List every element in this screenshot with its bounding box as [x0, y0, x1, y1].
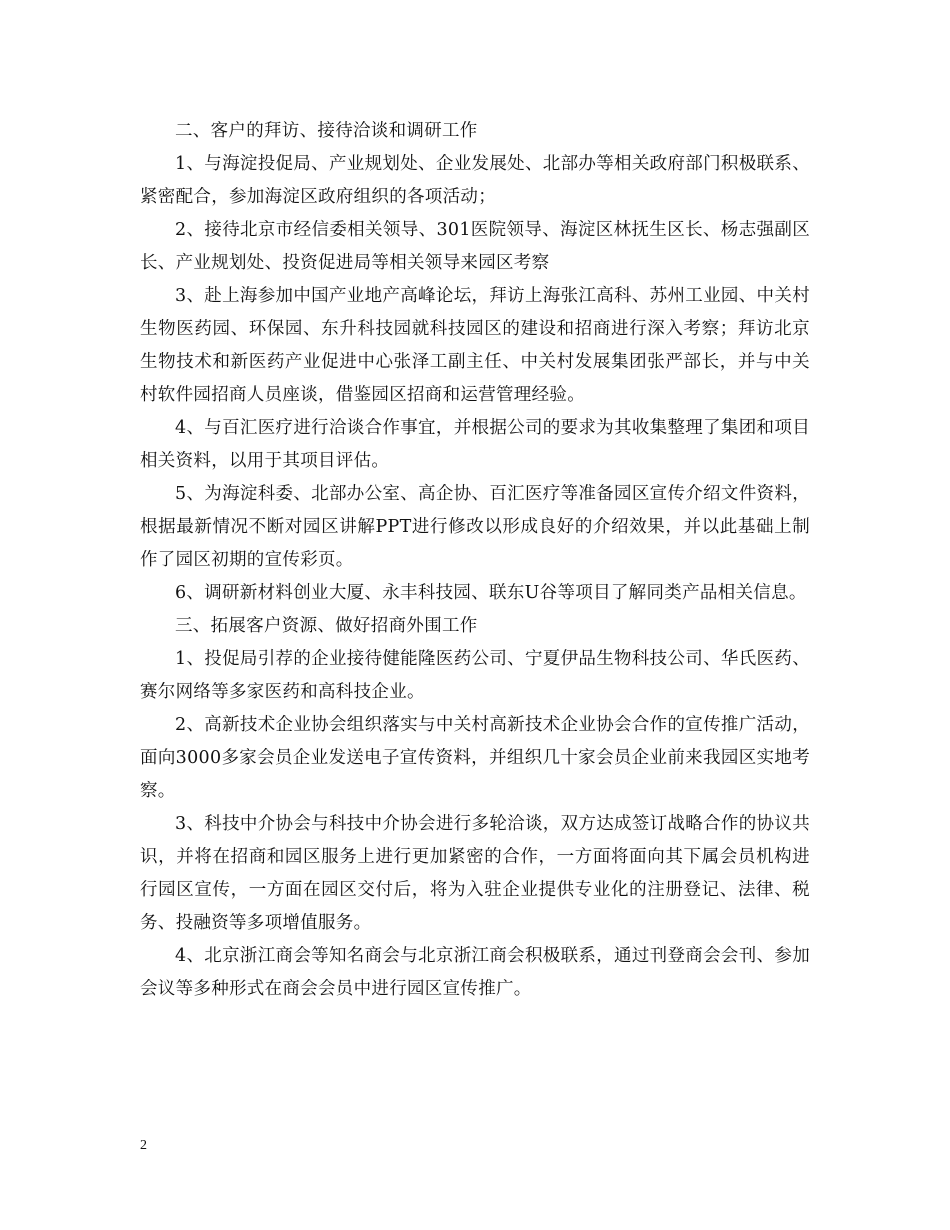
paragraph-item: 6、调研新材料创业大厦、永丰科技园、联东U谷等项目了解同类产品相关信息。	[175, 583, 807, 603]
document-body	[140, 115, 810, 1006]
paragraph-item: 2、高新技术企业协会组织落实与中关村高新技术企业协会合作的宣传推广活动，面向3000多家会员企业发送电子宣传资料，并组织几十家会员企业前来我园区实地考察。	[140, 715, 810, 801]
paragraph-item: 2、接待北京市经信委相关领导、301医院领导、海淀区林抚生区长、杨志强副区长、产业规划处、投资促进局等相关领导来园区考察	[140, 220, 810, 273]
paragraph-item: 1、与海淀投促局、产业规划处、企业发展处、北部办等相关政府部门积极联系、紧密配合，参加海淀区政府组织的各项活动；	[140, 154, 810, 207]
paragraph-item: 4、北京浙江商会等知名商会与北京浙江商会积极联系，通过刊登商会会刊、参加会议等多种形式在商会会员中进行园区宣传推广。	[140, 946, 810, 999]
section-heading-3: 三、拓展客户资源、做好招商外围工作	[175, 616, 478, 636]
paragraph-item: 1、投促局引荐的企业接待健能隆医药公司、宁夏伊品生物科技公司、华氏医药、赛尔网络等多家医药和高科技企业。	[140, 649, 810, 702]
paragraph-item: 4、与百汇医疗进行洽谈合作事宜，并根据公司的要求为其收集整理了集团和项目相关资料，以用于其项目评估。	[140, 418, 810, 471]
paragraph-item: 3、赴上海参加中国产业地产高峰论坛，拜访上海张江高科、苏州工业园、中关村生物医药园、环保园、东升科技园就科技园区的建设和招商进行深入考察；拜访北京生物技术和新医药产业促进中心张泽工副主任、中关村发展集团张严部长，并与中关村软件园招商人员座谈，借鉴园区招商和运营管理经验。	[140, 286, 810, 405]
page-number: 2	[140, 1138, 147, 1153]
paragraph-item: 3、科技中介协会与科技中介协会进行多轮洽谈，双方达成签订战略合作的协议共识，并将在招商和园区服务上进行更加紧密的合作，一方面将面向其下属会员机构进行园区宣传，一方面在园区交付后，将为入驻企业提供专业化的注册登记、法律、税务、投融资等多项增值服务。	[140, 814, 810, 933]
section-heading-2: 二、客户的拜访、接待洽谈和调研工作	[175, 121, 478, 141]
paragraph-item: 5、为海淀科委、北部办公室、高企协、百汇医疗等准备园区宣传介绍文件资料，根据最新情况不断对园区讲解PPT进行修改以形成良好的介绍效果，并以此基础上制作了园区初期的宣传彩页。	[140, 484, 810, 570]
